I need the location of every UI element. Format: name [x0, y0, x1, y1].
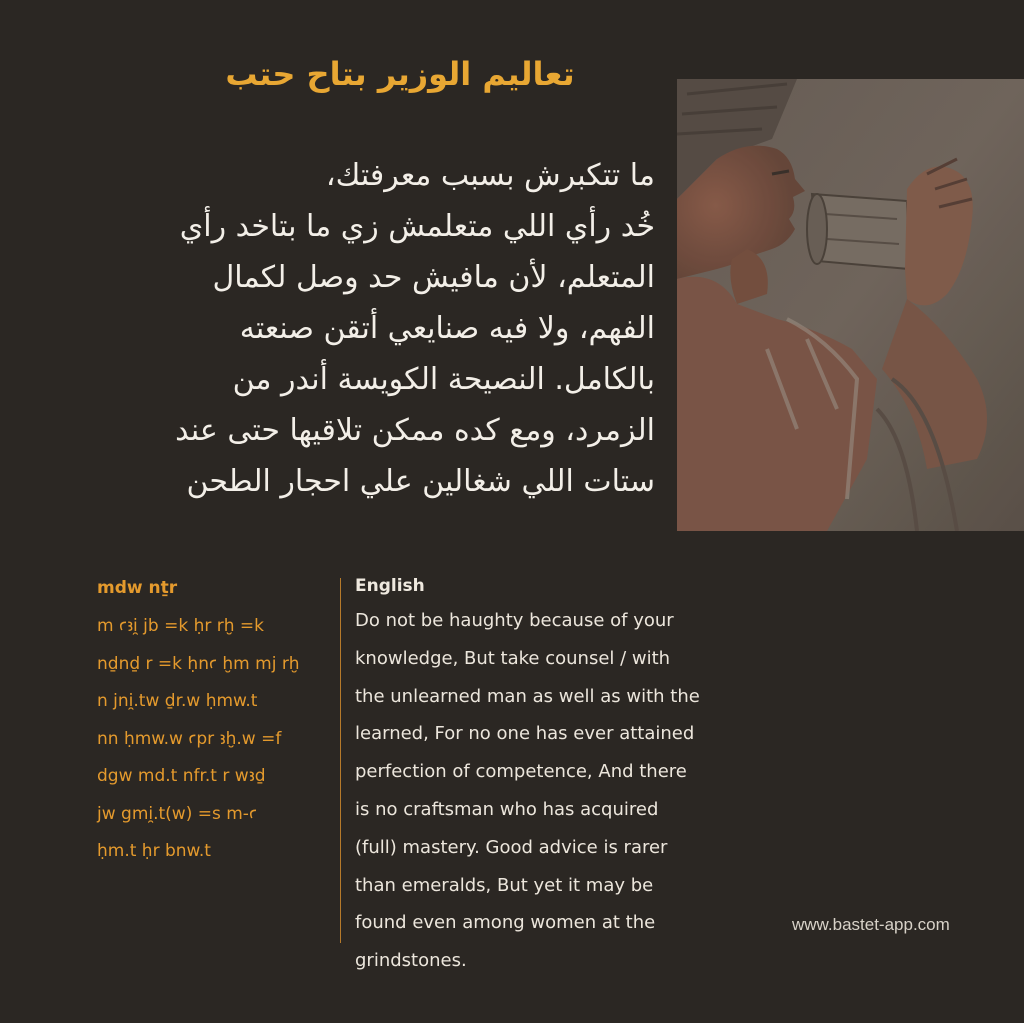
- english-line: is no craftsman who has acquired: [355, 798, 659, 820]
- english-line: (full) mastery. Good advice is rarer: [355, 836, 668, 858]
- arabic-line: بالكامل. النصيحة الكويسة أندر من: [232, 362, 655, 397]
- english-line: grindstones.: [355, 950, 467, 972]
- transliteration-line: ḥm.t ḥr bnw.t: [97, 841, 211, 861]
- arabic-line: ما تتكبرش بسبب معرفتك،: [325, 158, 655, 193]
- english-line: Do not be haughty because of your: [355, 610, 674, 631]
- english-heading: English: [355, 576, 425, 596]
- arabic-line: الزمرد، ومع كده ممكن تلاقيها حتى عند: [175, 413, 655, 448]
- english-line: the unlearned man as well as with the: [355, 685, 700, 707]
- english-line: learned, For no one has ever attained: [355, 723, 695, 745]
- page-title: تعاليم الوزير بتاح حتب: [225, 55, 575, 93]
- english-line: than emeralds, But yet it may be: [355, 874, 654, 896]
- arabic-line: الفهم، ولا فيه صنايعي أتقن صنعته: [239, 311, 655, 346]
- arabic-line: المتعلم، لأن مافيش حد وصل لكمال: [212, 260, 655, 295]
- relief-image: [677, 79, 1024, 531]
- column-divider: [340, 578, 341, 943]
- transliteration-line: nḏnḏ r =k ḥnꜥ ḫm mj rḫ: [97, 653, 300, 674]
- arabic-line: ستات اللي شغالين علي احجار الطحن: [186, 464, 655, 499]
- transliteration-column: [97, 578, 337, 871]
- arabic-line: خُد رأي اللي متعلمش زي ما بتاخد رأي: [179, 209, 655, 244]
- transliteration-line: dgw md.t nfr.t r wꜣḏ: [97, 766, 266, 786]
- transliteration-line: n jni̯.tw ḏr.w ḥmw.t: [97, 691, 258, 711]
- english-column: [355, 576, 745, 980]
- transliteration-line: nn ḥmw.w ꜥpr ꜣḫ.w =f: [97, 728, 282, 749]
- website-url: www.bastet-app.com: [792, 915, 950, 934]
- english-line: found even among women at the: [355, 912, 656, 934]
- english-line: knowledge, But take counsel / with: [355, 647, 671, 669]
- arabic-text: [85, 150, 655, 507]
- english-line: perfection of competence, And there: [355, 761, 687, 783]
- transliteration-line: jw gmi̯.t(w) =s m-ꜥ: [97, 803, 257, 824]
- transliteration-heading: mdw nṯr: [97, 578, 178, 598]
- transliteration-line: m ꜥꜣi̯ jb =k ḥr rḫ =k: [97, 616, 264, 636]
